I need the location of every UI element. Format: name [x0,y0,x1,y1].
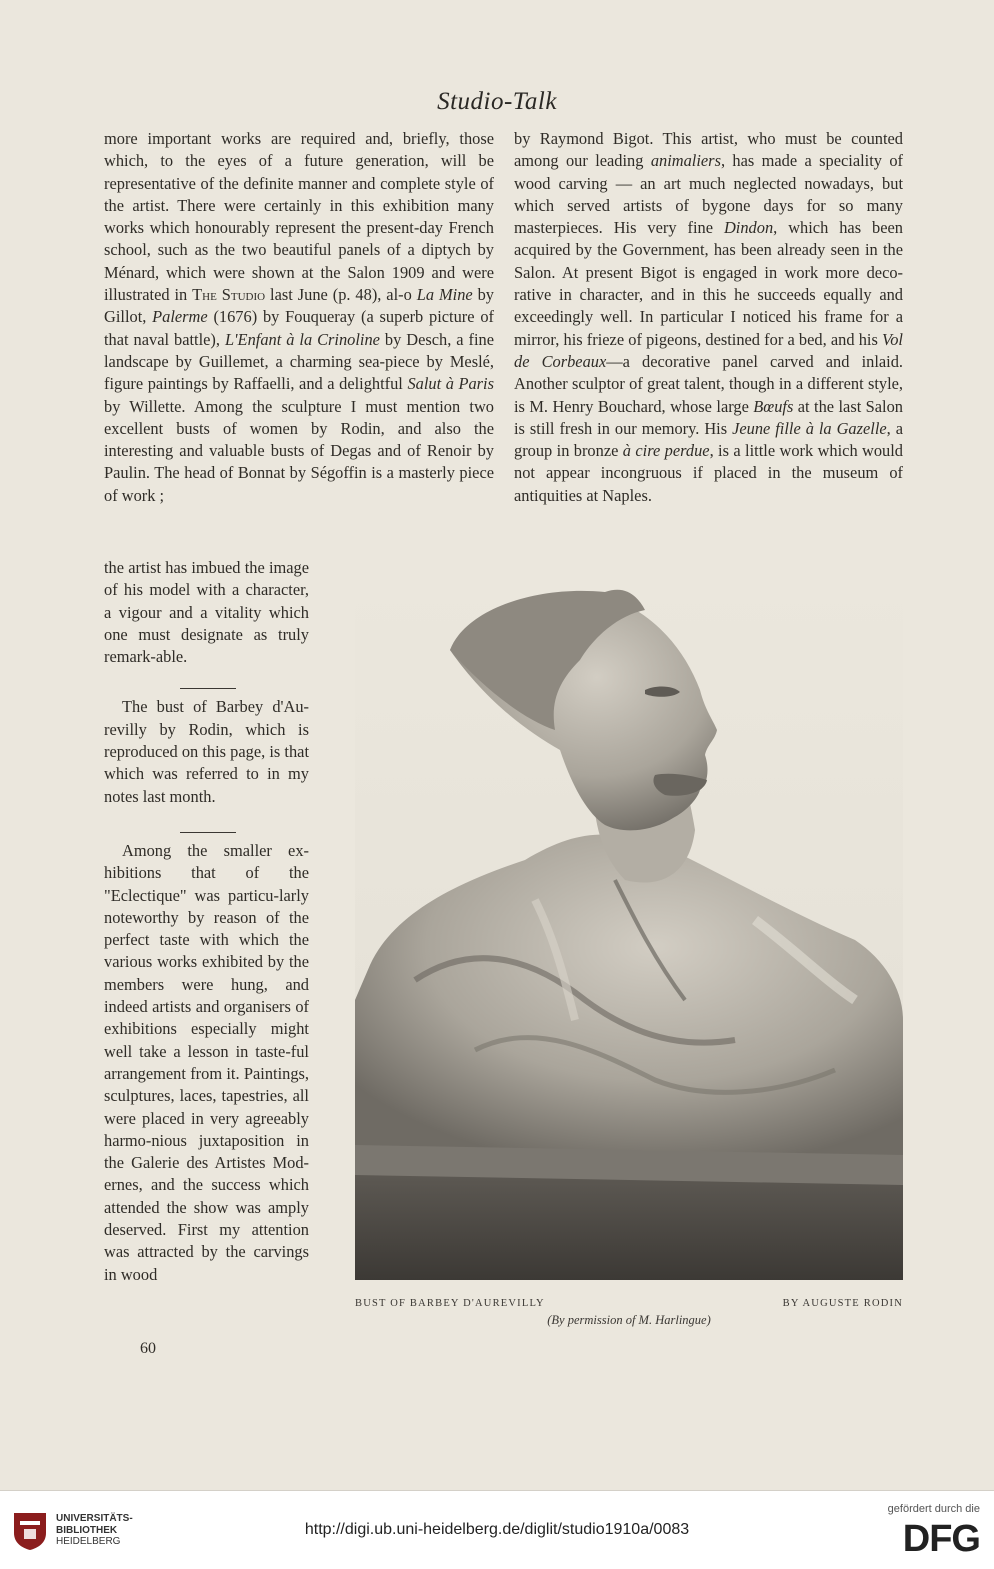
running-head: Studio-Talk [437,88,557,115]
left-paragraph-3: Among the smaller ex-hibitions that of the "Eclectique" was particu-larly noteworthy by reason of the perfect taste with which the various works exhibited by the members were hung, and indeed artists and organisers of exhibitions especially might well take a lesson in taste-ful arrangement from it. Paintings, sculptures, laces, tapestries, all were placed in very agreeably harmo-nious juxtaposition in the Galerie des Artistes Mod-ernes, and the success which attended the show was amply deserved. First my attention was attracted by the carvings in wood [104,840,309,1284]
pedestal [355,1170,903,1280]
artwork-title: La Mine [416,285,473,305]
digitization-footer [0,1490,994,1569]
artwork-title: Salut à Paris [407,374,494,394]
figure-caption-title: BUST OF BARBEY D'AUREVILLY [355,1298,545,1309]
university-name: UNIVERSITÄTS- BIBLIOTHEK HEIDELBERG [56,1513,133,1547]
figure-caption-credit: (By permission of M. Harlingue) [547,1313,711,1327]
right-paragraph: by Raymond Bigot. This artist, who must be counted among our leading animaliers, has made a speciality of wood carving — an art much neglected nowadays, but which served artists of bygone days for so many masterpieces. His very fine Dindon, which has been acquired by the Government, has been already seen in the Salon. At present Bigot is engaged in work more deco-rative in character, and in this he succeeds equally and exceedingly well. In particular I noticed his frame for a mirror, his frieze of pigeons, destined for a bed, and his Vol de Corbeaux—a decorative panel carved and inlaid. Another sculptor of great talent, though in a different style, is M. Henry Bouchard, whose large Bœufs at the last Salon is still fresh in our memory. His Jeune fille à la Gazelle, a group in bronze à cire perdue, is a little work which would not appear incongruous if placed in the museum of antiquities at Naples. [514,129,904,505]
figure-caption-artist: BY AUGUSTE RODIN [782,1298,903,1309]
page-number: 60 [140,1340,156,1357]
section-divider [180,688,236,689]
permalink-url[interactable]: http://digi.ub.uni-heidelberg.de/diglit/studio1910a/0083 [304,1521,690,1538]
right-column [514,128,903,507]
left-paragraph-1-continued: the artist has imbued the image of his model with a character, a vigour and a vitality which one must designate as truly remark-able. [104,558,309,667]
left-column-top [104,128,494,507]
left-column-narrow [104,557,309,1286]
section-divider [180,832,236,833]
bust-photograph [355,580,903,1280]
left-paragraph-2: The bust of Barbey d'Au-revilly by Rodin, which is reproduced on this page, is that which was referred to in my notes last month. [104,697,309,806]
dfg-logo: DFG [902,1518,980,1560]
journal-name: The Studio [192,285,266,305]
left-paragraph-1: more important works are required and, briefly, those which, to the eyes of a future generation, will be representative of the definite manner and complete style of the artist. There were certainly in this exhibition many works which honourably represent the present-day French school, such as the two beautiful panels of a diptych by Ménard, which were shown at the Salon 1909 and were illustrated in The Studio last June (p. 48), al-o La Mine by Gillot, Palerme (1676) by Fouqueray (a superb picture of that naval battle), L'Enfant à la Crinoline by Desch, a fine landscape by Guillemet, a charming sea-piece by Meslé, figure paintings by Raffaelli, and a delightful Salut à Paris by Willette. Among the sculpture I must mention two excellent busts of women by Rodin, and also the interesting and valuable busts of Degas and of Renoir by Paulin. The head of Bonnat by Ségoffin is a masterly piece of work ; [104,129,494,505]
funding-label: gefördert durch die [887,1503,980,1515]
artwork-title: L'Enfant à la Crinoline [224,329,380,349]
artwork-title: Palerme [152,307,208,327]
